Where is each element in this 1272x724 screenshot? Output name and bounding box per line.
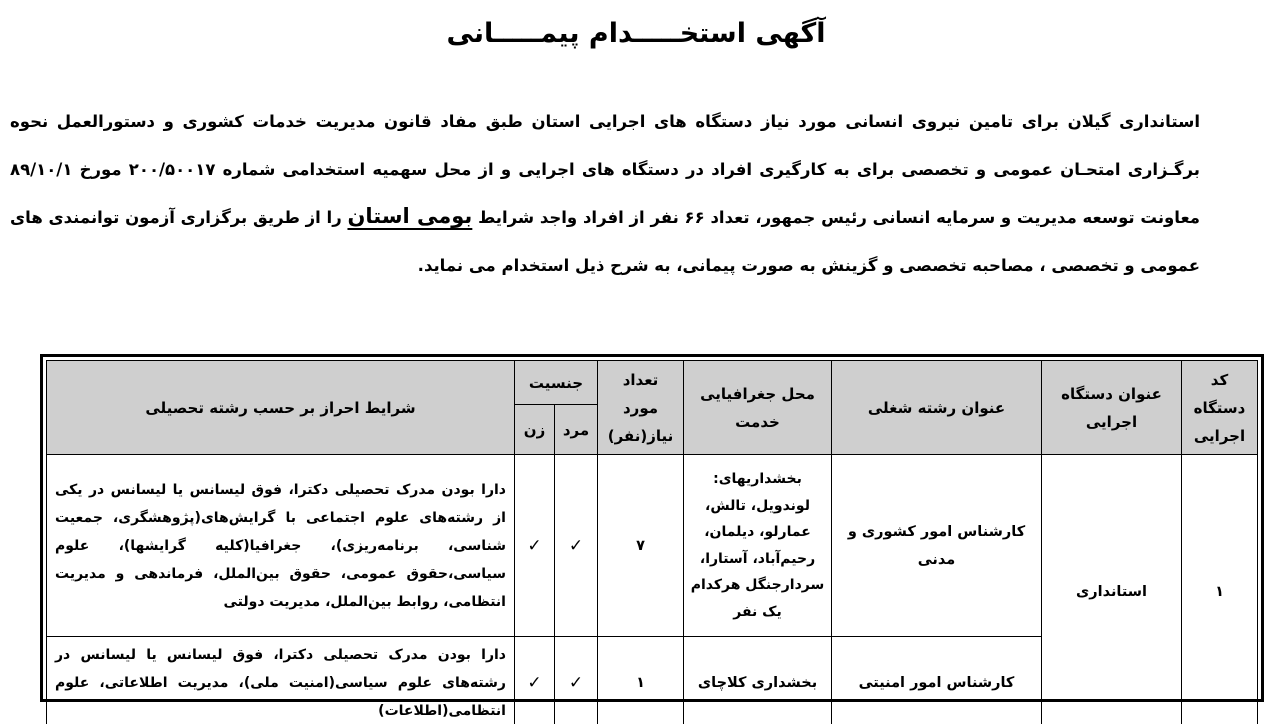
cell-job-title: کارشناس امور امنیتی (832, 637, 1042, 724)
check-icon: ✓ (514, 455, 554, 637)
job-table-frame (40, 354, 1264, 719)
header-count: تعداد مورد نیاز(نفر) (598, 361, 684, 455)
cell-agency-name: استانداری (1042, 455, 1182, 724)
intro-text-part2: را از طریق برگزاری آزمون توانمندی های عمومی و تخصصی ، مصاحبه تخصصی و گزینش به صورت پیمانی، به شرح ذیل استخدام می نماید. (10, 208, 1200, 275)
header-location: محل جغرافیایی خدمت (684, 361, 832, 455)
check-icon: ✓ (555, 455, 598, 637)
cell-agency-code: ۱ (1182, 455, 1258, 724)
intro-paragraph (10, 98, 1200, 289)
header-agency: عنوان دستگاه اجرایی (1042, 361, 1182, 455)
cell-count: ۷ (598, 455, 684, 637)
check-icon: ✓ (514, 637, 554, 724)
cell-location: بخشداریهای: لوندویل، تالش، عمارلو، دیلمان، رحیم‌آباد، آستارا، سردارجنگل هرکدام یک نفر (684, 455, 832, 637)
page-title: آگهی استخـــــدام پیمـــــانی (446, 18, 826, 49)
header-female: زن (514, 405, 554, 455)
cell-requirements: دارا بودن مدرک تحصیلی دکترا، فوق لیسانس یا لیسانس در رشته‌های علوم سیاسی(امنیت ملی)، مدیریت اطلاعاتی، علوم انتظامی(اطلاعات) (47, 637, 515, 724)
cell-count: ۱ (598, 637, 684, 724)
cell-location: بخشداری کلاچای (684, 637, 832, 724)
table-row (47, 455, 1258, 637)
intro-text-part1: استانداری گیلان برای تامین نیروی انسانی مورد نیاز دستگاه های اجرایی استان طبق مفاد قانون مدیریت خدمات کشوری و دستورالعمل نحوه برگـزاری امتحـان عمومی و تخصصی برای به کارگیری افراد در دستگاه های اجرایی و از محل سهمیه استخدامی شماره ۲۰۰/۵۰۰۱۷ مورخ ۸۹/۱۰/۱ معاونت توسعه مدیریت و سرمایه انسانی رئیس جمهور، تعداد ۶۶ نفر از افراد واجد شرایط (10, 112, 1201, 227)
check-icon: ✓ (555, 637, 598, 724)
job-table (46, 360, 1258, 724)
header-code: کد دستگاه اجرایی (1182, 361, 1258, 455)
cell-requirements: دارا بودن مدرک تحصیلی دکترا، فوق لیسانس یا لیسانس در یکی از رشته‌های علوم اجتماعی با گرایش‌های(پژوهشگری، جمعیت شناسی، برنامه‌ریزی)، جغرافیا(کلیه گرایشها)، علوم سیاسی،حقوق عمومی، حقوق بین‌الملل، فرماندهی و مدیریت انتظامی، روابط بین‌الملل، مدیریت دولتی (47, 455, 515, 637)
cell-job-title: کارشناس امور کشوری و مدنی (832, 455, 1042, 637)
header-job: عنوان رشته شغلی (832, 361, 1042, 455)
table-header-row (47, 361, 1258, 405)
header-gender: جنسیت (514, 361, 597, 405)
intro-highlight: بومی استان (347, 204, 473, 228)
header-male: مرد (555, 405, 598, 455)
header-requirements: شرایط احراز بر حسب رشته تحصیلی (47, 361, 515, 455)
